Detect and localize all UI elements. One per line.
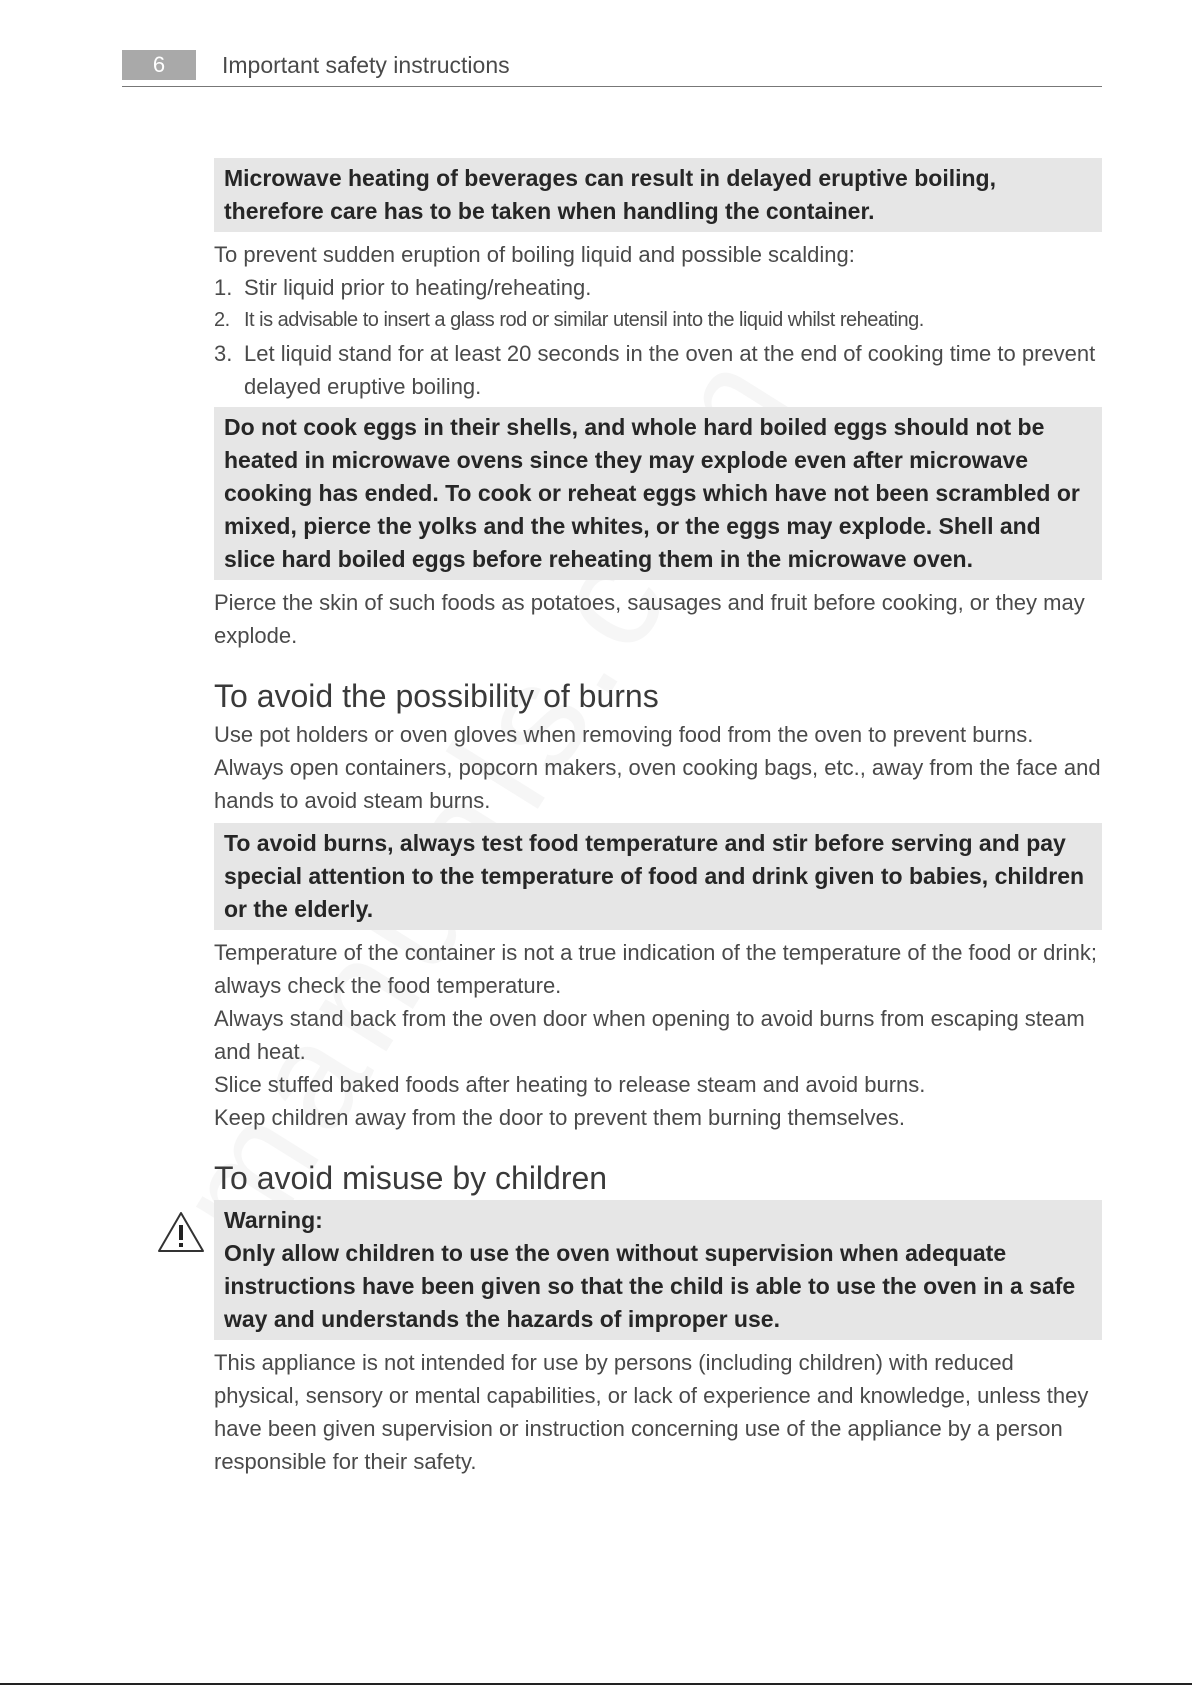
list-item-number: 1.: [214, 275, 233, 300]
burns-paragraph: Temperature of the container is not a true indication of the temperature of the food or drink; always check the food temperature.: [214, 940, 1097, 998]
children-paragraph: This appliance is not intended for use by persons (including children) with reduced physical, sensory or mental capabilities, or lack of experience and knowledge, unless they have been given supervision or instruction concerning use of the appliance by a person responsible for their safety.: [214, 1350, 1089, 1474]
heading-children: To avoid misuse by children: [214, 1160, 608, 1196]
intro-prevent-text: To prevent sudden eruption of boiling liquid and possible scalding:: [214, 242, 855, 267]
notice-box-burns: To avoid burns, always test food temperature and stir before serving and pay special attention to the temperature of food and drink given to babies, children or the elderly.: [214, 823, 1102, 930]
steps-list: [214, 271, 1102, 403]
list-item-number: 2.: [214, 309, 230, 331]
list-item-text: Let liquid stand for at least 20 seconds in the oven at the end of cooking time to prevent delayed eruptive boiling.: [244, 341, 1096, 399]
burns-paragraph: Keep children away from the door to prevent them burning themselves.: [214, 1105, 905, 1130]
burns-paragraph: Slice stuffed baked foods after heating to release steam and avoid burns.: [214, 1072, 926, 1097]
warning-box: [214, 1200, 1102, 1340]
warning-text: Only allow children to use the oven without supervision when adequate instructions have been given so that the child is able to use the oven in a safe way and understands the hazards of improper use.: [224, 1240, 1076, 1332]
section-title: Important safety instructions: [222, 52, 510, 78]
warning-label: Warning:: [224, 1207, 323, 1233]
list-item-text: It is advisable to insert a glass rod or similar utensil into the liquid whilst reheating.: [244, 309, 924, 331]
warning-block: [214, 1200, 1102, 1340]
notice-box-eggs: Do not cook eggs in their shells, and whole hard boiled eggs should not be heated in microwave ovens since they may explode even after microwave cooking has ended. To cook or reheat eggs which have not been scrambled or mixed, pierce the yolks and the whites, or the eggs may explode. Shell and slice hard boiled eggs before reheating them in the microwave oven.: [214, 407, 1102, 580]
list-item-number: 3.: [214, 341, 233, 366]
page-header: [122, 50, 1102, 87]
list-item: [214, 337, 1102, 403]
list-item-text: Stir liquid prior to heating/reheating.: [244, 275, 592, 300]
list-item: [214, 271, 1102, 304]
page-content: [214, 158, 1102, 1478]
pierce-text: Pierce the skin of such foods as potatoes, sausages and fruit before cooking, or they may explode.: [214, 590, 1085, 648]
notice-box-beverages: Microwave heating of beverages can result in delayed eruptive boiling, therefore care has to be taken when handling the container.: [214, 158, 1102, 232]
burns-paragraph: Use pot holders or oven gloves when removing food from the oven to prevent burns.: [214, 722, 1034, 747]
heading-burns: To avoid the possibility of burns: [214, 678, 659, 714]
list-item: [214, 304, 1102, 337]
warning-triangle-icon: [156, 1210, 206, 1254]
page-number: 6: [122, 50, 196, 80]
burns-paragraph: Always open containers, popcorn makers, oven cooking bags, etc., away from the face and hands to avoid steam burns.: [214, 755, 1101, 813]
burns-paragraph: Always stand back from the oven door when opening to avoid burns from escaping steam and heat.: [214, 1006, 1085, 1064]
